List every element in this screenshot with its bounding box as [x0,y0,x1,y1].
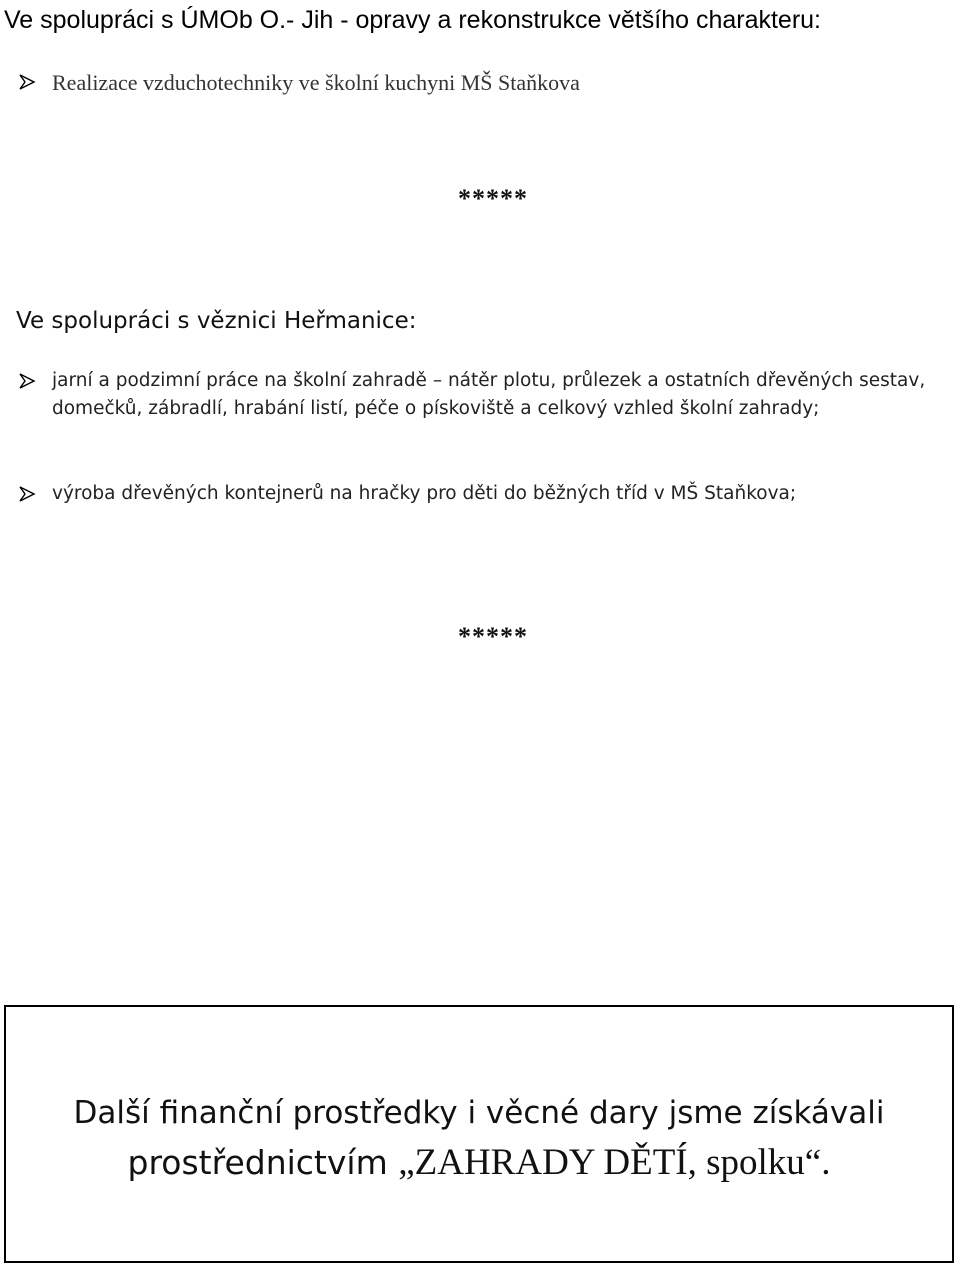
list-item-text: jarní a podzimní práce na školní zahradě – nátěr plotu, průlezek a ostatních dřevěných sestav, domečků, zábradlí, hrabání listí, péče o pískoviště a celkový vzhled školní zahrady; [52,370,926,419]
list-item-text: výroba dřevěných kontejnerů na hračky pro děti do běžných tříd v MŠ Staňkova; [52,483,797,504]
sponsor-name: „ZAHRADY DĚTÍ, spolku“. [398,1142,831,1183]
sponsor-text-line1: Další finanční prostředky i věcné dary jsme získávali [73,1095,885,1131]
sponsor-box [4,1005,954,1263]
sponsor-text-line2 [6,1141,952,1184]
section2-heading: Ve spolupráci s věznici Heřmanice: [16,308,417,334]
list-item [18,480,796,508]
list-item [18,70,580,96]
sponsor-prefix: prostřednictvím [127,1143,399,1182]
arrowhead-bullet-icon [18,485,36,503]
arrowhead-bullet-icon [18,73,36,91]
section1-heading: Ve spolupráci s ÚMOb O.- Jih - opravy a rekonstrukce většího charakteru: [4,6,822,34]
separator-stars: ***** [458,622,528,651]
list-item [18,367,948,423]
arrowhead-bullet-icon [18,372,36,390]
list-item-text: Realizace vzduchotechniky ve školní kuchyni MŠ Staňkova [52,70,580,95]
separator-stars: ***** [458,184,528,213]
